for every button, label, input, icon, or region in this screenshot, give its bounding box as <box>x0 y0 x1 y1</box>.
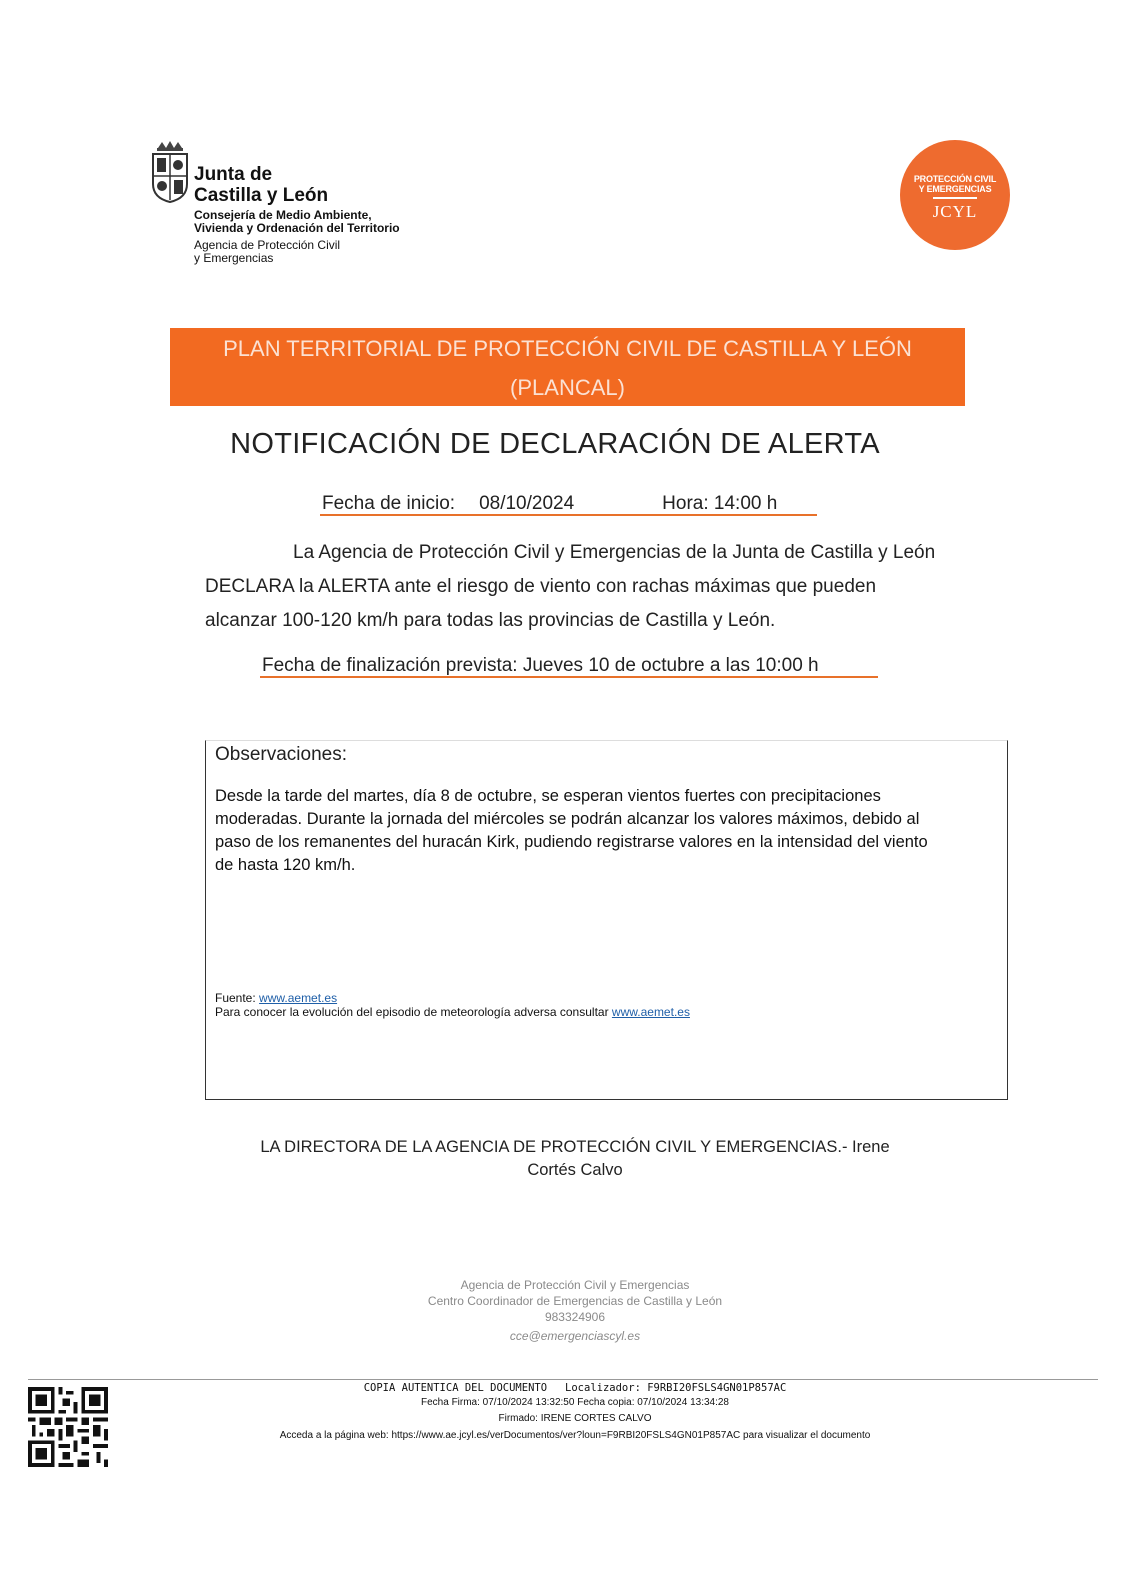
footer-center: Centro Coordinador de Emergencias de Castilla y León <box>427 1294 723 1308</box>
observations-title: Observaciones: <box>215 744 348 765</box>
seal-top-line1: PROTECCIÓN CIVIL <box>913 174 997 184</box>
consult-text: Para conocer la evolución del episodio de meteorología adversa consultar <box>215 1005 609 1019</box>
source-label: Fuente: <box>215 991 256 1005</box>
observations-source <box>215 991 690 1019</box>
copy-locator: Localizador: F9RBI20FSLS4GN01P857AC <box>565 1382 787 1394</box>
start-underline <box>320 514 817 516</box>
end-underline <box>260 676 878 678</box>
signature-line2: Cortés Calvo <box>527 1161 623 1179</box>
consult-link[interactable]: www.aemet.es <box>611 1005 690 1019</box>
banner-line1: PLAN TERRITORIAL DE PROTECCIÓN CIVIL DE CASTILLA Y LEÓN <box>223 336 912 361</box>
start-date: 08/10/2024 <box>479 493 575 514</box>
end-date-line: Fecha de finalización prevista: Jueves 10 de octubre a las 10:00 h <box>262 655 819 676</box>
declaration-line1: La Agencia de Protección Civil y Emergencias de la Junta de Castilla y León <box>293 542 936 563</box>
consejeria-line1: Consejería de Medio Ambiente, <box>194 208 372 222</box>
consejeria-name <box>194 209 400 235</box>
org-line2: Castilla y León <box>194 185 329 206</box>
start-date-line <box>322 493 777 515</box>
footer-divider <box>28 1379 1098 1380</box>
seal-divider <box>933 197 977 199</box>
proteccion-civil-seal <box>900 140 1010 250</box>
signature-line1: LA DIRECTORA DE LA AGENCIA DE PROTECCIÓN CIVIL Y EMERGENCIAS.- Irene <box>260 1138 890 1156</box>
declaration-text <box>205 536 955 638</box>
observations-text <box>215 785 1005 877</box>
org-line1: Junta de <box>194 164 273 185</box>
obs-line2: moderadas. Durante la jornada del miércoles se podrán alcanzar los valores máximos, debido al <box>215 810 920 828</box>
seal-text <box>900 174 1010 194</box>
plan-banner <box>170 328 965 406</box>
declaration-line3: alcanzar 100-120 km/h para todas las provincias de Castilla y León. <box>205 610 776 631</box>
copy-access-url[interactable]: Acceda a la página web: https://www.ae.jcyl.es/verDocumentos/ver?loun=F9RBI20FSLS4GN01P857AC para visualizar el documento <box>279 1430 871 1441</box>
signature-block <box>0 1136 1125 1182</box>
copy-dates: Fecha Firma: 07/10/2024 13:32:50 Fecha copia: 07/10/2024 13:34:28 <box>421 1397 729 1408</box>
start-time: Hora: 14:00 h <box>662 493 778 514</box>
authentic-copy-block <box>200 1381 950 1445</box>
document-title: NOTIFICACIÓN DE DECLARACIÓN DE ALERTA <box>230 428 880 460</box>
footer-email: cce@emergenciascyl.es <box>509 1329 641 1343</box>
agencia-line2: y Emergencias <box>194 251 274 265</box>
start-label: Fecha de inicio: <box>322 493 456 514</box>
source-link[interactable]: www.aemet.es <box>259 991 338 1005</box>
obs-line1: Desde la tarde del martes, día 8 de octubre, se esperan vientos fuertes con precipitaciones <box>215 787 881 805</box>
footer-agency: Agencia de Protección Civil y Emergencias <box>460 1278 690 1292</box>
copy-title: COPIA AUTENTICA DEL DOCUMENTO <box>363 1382 548 1394</box>
agencia-name <box>194 239 340 265</box>
obs-line4: de hasta 120 km/h. <box>215 856 356 874</box>
banner-line2: (PLANCAL) <box>510 375 625 400</box>
copy-signed: Firmado: IRENE CORTES CALVO <box>498 1413 652 1424</box>
seal-bottom-text: JCYL <box>932 202 978 221</box>
declaration-line2: DECLARA la ALERTA ante el riesgo de viento con rachas máximas que pueden <box>205 576 877 597</box>
coat-of-arms-icon <box>150 140 190 204</box>
obs-line3: paso de los remanentes del huracán Kirk, pudiendo registrarse valores en la intensidad del viento <box>215 833 928 851</box>
seal-top-line2: Y EMERGENCIAS <box>918 184 992 194</box>
agencia-line1: Agencia de Protección Civil <box>194 238 341 252</box>
qr-code-icon <box>28 1387 108 1467</box>
observations-box <box>205 740 1008 1100</box>
jcyl-logo <box>150 140 450 280</box>
footer-contact <box>0 1277 1125 1344</box>
organization-name <box>194 164 328 206</box>
consejeria-line2: Vivienda y Ordenación del Territorio <box>194 221 400 235</box>
footer-phone: 983324906 <box>544 1310 606 1324</box>
